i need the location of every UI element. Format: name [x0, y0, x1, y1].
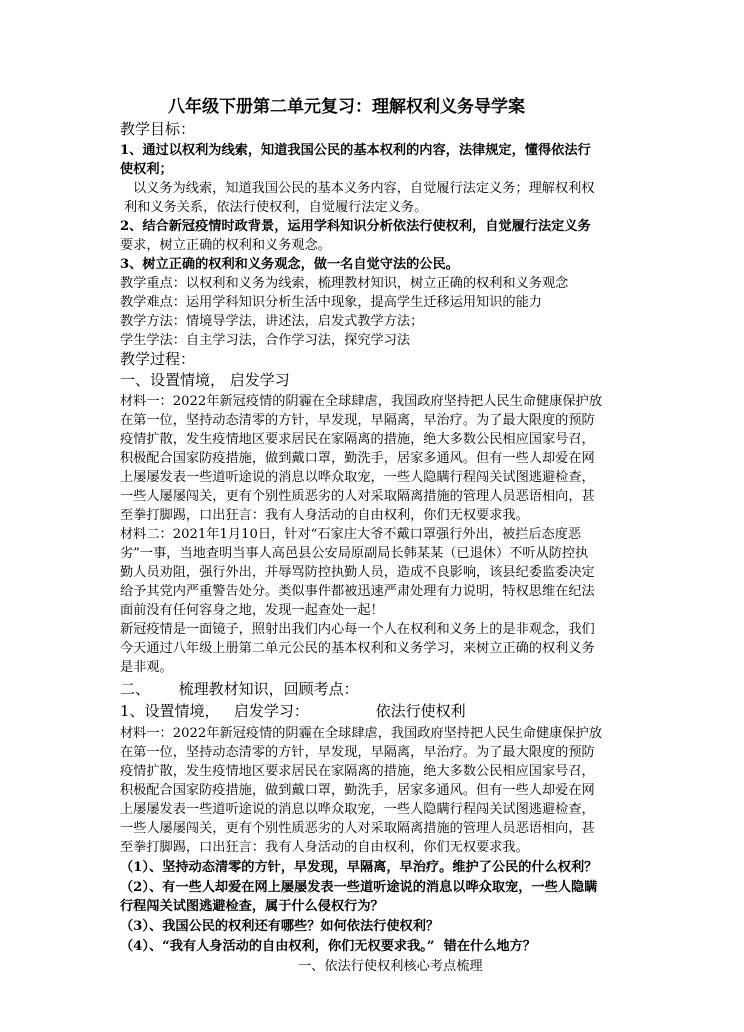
text-line: 积极配合国家防疫措施，做到戴口罩，勤洗手，居家多通风。但有一些人却爱在网	[120, 451, 595, 466]
text-line: 要求，树立正确的权利和义务观念。	[120, 238, 331, 253]
text-line: 至拳打脚踢，口出狂言：我有人身活动的自由权利，你们无权要求我。	[120, 508, 529, 523]
text-line: 材料一：2022年新冠疫情的阴霾在全球肆虐，我国政府坚持把人民生命健康保护放	[120, 394, 602, 409]
text-line: 劣”一事，当地查明当事人高邑县公安局原副局长韩某某（已退休）不听从防控执	[120, 546, 589, 561]
question-item: （1）、坚持动态清零的方针，早发现，早隔离，早治疗。维护了公民的什么权利？	[120, 860, 598, 875]
text-line: 在第一位，坚持动态清零的方针，早发现，早隔离，早治疗。为了最大限度的预防	[120, 745, 595, 760]
text-line: 上屡屡发表一些道听途说的消息以哗众取宠，一些人隐瞒行程闯关试图逃避检查，	[120, 802, 595, 817]
section-heading: 二、 梳理教材知识，回顾考点：	[120, 680, 359, 698]
text-line: 以义务为线索，知道我国公民的基本义务内容，自觉履行法定义务；理解权利权	[133, 181, 595, 196]
text-line: 一些人屡屡闯关，更有个别性质恶劣的人对采取隔离措施的管理人员恶语相向，甚	[120, 821, 595, 836]
text-line: 疫情扩散，发生疫情地区要求居民在家隔离的措施，绝大多数公民相应国家号召，	[120, 432, 595, 447]
section-heading: 教学过程：	[120, 350, 196, 368]
question-item: 行程闯关试图逃避检查，属于什么侵权行为？	[120, 899, 384, 914]
text-line: 1、通过以权利为线索，知道我国公民的基本权利的内容，法律规定，懂得依法行	[120, 143, 591, 158]
question-item: （4）、“我有人身活动的自由权利，你们无权要求我。” 错在什么地方？	[120, 939, 536, 954]
section-heading: 一、设置情境， 启发学习	[120, 371, 290, 389]
section-heading: 1、设置情境， 启发学习： 依法行使权利	[120, 702, 466, 720]
text-line: 在第一位，坚持动态清零的方针，早发现，早隔离，早治疗。为了最大限度的预防	[120, 413, 595, 428]
text-line: 教学方法：情境导学法，讲述法，启发式教学方法；	[120, 314, 424, 329]
text-line: 今天通过八年级上册第二单元公民的基本权利和义务学习，来树立正确的权利义务	[120, 641, 595, 656]
text-line: 2、结合新冠疫情时政背景，运用学科知识分析依法行使权利，自觉履行法定义务	[120, 219, 591, 234]
text-line: 材料一：2022年新冠疫情的阴霾在全球肆虐，我国政府坚持把人民生命健康保护放	[120, 726, 602, 741]
question-item: （3）、我国公民的权利还有哪些？如何依法行使权利？	[120, 919, 440, 934]
text-line: 一些人屡屡闯关，更有个别性质恶劣的人对采取隔离措施的管理人员恶语相向，甚	[120, 489, 595, 504]
text-line: 教学重点：以权利和义务为线索，梳理教材知识，树立正确的权利和义务观念	[120, 276, 569, 291]
text-line: 新冠疫情是一面镜子，照射出我们内心每一个人在权利和义务上的是非观念，我们	[120, 622, 595, 637]
document-title: 八年级下册第二单元复习：理解权利义务导学案	[168, 97, 525, 117]
text-line: 积极配合国家防疫措施，做到戴口罩，勤洗手，居家多通风。但有一些人却爱在网	[120, 783, 595, 798]
text-line: 材料二：2021年1月10日，针对“石家庄大爷不戴口罩强行外出，被拦后态度恶	[120, 527, 582, 542]
text-line: 疫情扩散，发生疫情地区要求居民在家隔离的措施，绝大多数公民相应国家号召，	[120, 764, 595, 779]
text-line: 面前没有任何容身之地，发现一起查处一起！	[120, 603, 384, 618]
text-line: 利和义务关系，依法行使权利，自觉履行法定义务。	[124, 200, 428, 215]
section-heading: 教学目标：	[120, 120, 196, 138]
text-line: 使权利；	[120, 162, 173, 177]
text-line: 给予其党内严重警告处分。类似事件都被迅速严肃处理有力说明，特权思维在纪法	[120, 584, 595, 599]
text-line: 上屡屡发表一些道听途说的消息以哗众取宠，一些人隐瞒行程闯关试图逃避检查，	[120, 470, 595, 485]
text-line: 教学难点：运用学科知识分析生活中现象，提高学生迁移运用知识的能力	[120, 295, 542, 310]
text-line: 至拳打脚踢，口出狂言：我有人身活动的自由权利，你们无权要求我。	[120, 840, 529, 855]
text-line: 学生学法：自主学习法，合作学习法，探究学习法	[120, 333, 411, 348]
text-line: 3、树立正确的权利和义务观念，做一名自觉守法的公民。	[120, 257, 459, 272]
text-line: 是非观。	[120, 660, 173, 675]
text-line: 勤人员劝阻，强行外出，并辱骂防控执勤人员，造成不良影响，该县纪委监委决定	[120, 565, 595, 580]
subsection-heading: 一、依法行使权利核心考点梳理	[298, 959, 483, 974]
question-item: （2）、有一些人却爱在网上屡屡发表一些道听途说的消息以哗众取宠，一些人隐瞒	[120, 880, 598, 895]
